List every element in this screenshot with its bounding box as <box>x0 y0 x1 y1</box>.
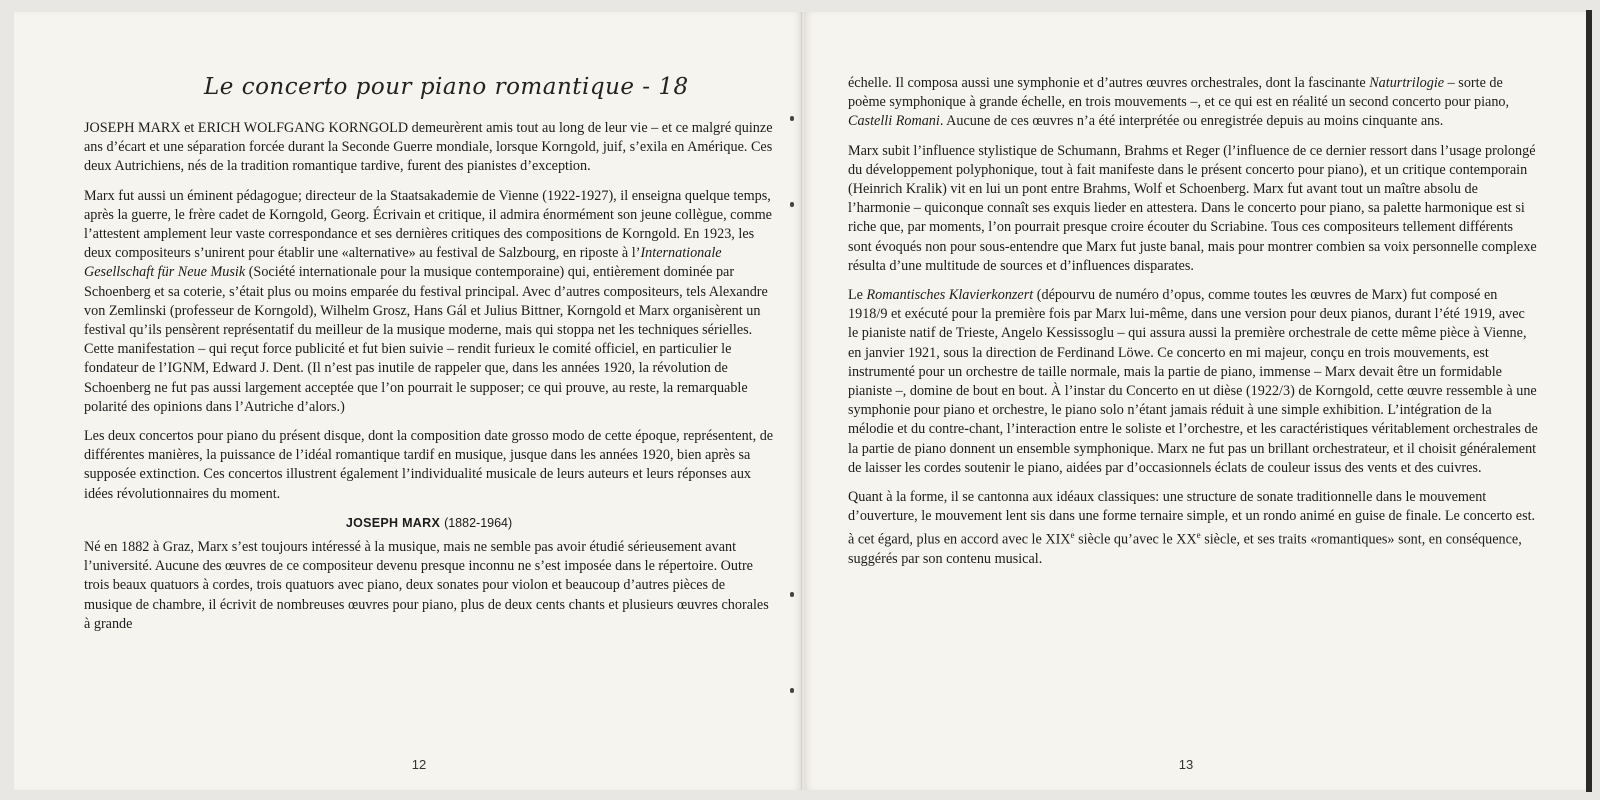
left-text-column <box>84 119 774 644</box>
section-subheading <box>84 514 774 533</box>
paragraph <box>84 119 774 177</box>
paragraph <box>848 488 1538 570</box>
right-text-column <box>848 74 1538 580</box>
left-paragraphs <box>84 119 774 504</box>
paragraph <box>84 187 774 417</box>
page-edge <box>1586 10 1592 792</box>
italic-title-text: Internationale Gesellschaft für Neue Musik <box>84 245 722 281</box>
paragraph-text: échelle. Il composa aussi une symphonie et d’autres œuvres orchestrales, dont la fascinante <box>848 75 1370 91</box>
paragraph-text: e <box>1070 530 1075 541</box>
paragraph <box>84 538 774 634</box>
paragraph-text: siècle, et ses traits «romantiques» sont, en conséquence, suggérés par son contenu musical. <box>848 532 1522 568</box>
right-page <box>804 12 1586 790</box>
italic-title-text: Romantisches Klavierkonzert <box>866 287 1034 304</box>
paragraph-text: siècle qu’avec le XX <box>1074 532 1197 549</box>
paragraph-text: Les deux concertos pour piano du présent disque, dont la composition date grosso modo de cette époque, représentent, de différentes manières, la puissance de l’idéal romantique tardif en musique, jusque dans les années 1920, bien après sa supposée extinction. Ces concertos illustrent également l’individualité musicale de leurs auteurs et leurs réponses aux idées révolutionnaires du moment. <box>84 428 774 502</box>
paragraph <box>848 286 1538 478</box>
left-paragraphs-after <box>84 538 774 634</box>
italic-title-text: Castelli Romani <box>848 113 940 130</box>
paragraph-text: (Société internationale pour la musique contemporaine) qui, entièrement dominée par Schoenberg et sa coterie, s’était plus ou moins emparée du festival principal. Avec d’autres compositeurs, tels Alexandre von Zemlinski (professeur de Korngold), Wilhelm Grosz, Hans Gál et Julius Bittner, Korngold et Marx organisèrent un festival qu’ils pensèrent représentatif du meilleur de la musique moderne, mais qui stoppa net les techniques sérielles. Cette manifestation – qui reçut force publicité et fut bien suivie – rendit furieux le comité officiel, en particulier le fondateur de l’IGNM, Edward J. Dent. (Il n’est pas inutile de rappeler que, dans les années 1920, la révolution de Schoenberg ne fut pas aussi largement acceptée que l’on pourrait le supposer; ce qui prouve, au reste, la remarquable polarité des opinions dans l’Autriche d’alors.) <box>84 264 768 415</box>
left-page <box>14 12 802 790</box>
paragraph-text: Le <box>848 287 867 304</box>
right-paragraphs <box>848 74 1538 570</box>
paragraph-text: Marx fut aussi un éminent pédagogue; directeur de la Staatsakademie de Vienne (1922-1927), il enseigna quelque temps, après la guerre, le frère cadet de Korngold, Georg. Écrivain et critique, il admira énormément son jeune collègue, comme l’attestent amplement leur vaste correspondance et ses dernières critiques des compositions de Korngold. En 1923, les deux compositeurs s’unirent pour établir une «alternative» au festival de Salzbourg, en riposte à l’ <box>84 187 772 262</box>
page-number-right: 13 <box>1178 757 1194 772</box>
paragraph <box>84 427 774 504</box>
paragraph-text: Né en 1882 à Graz, Marx s’est toujours intéressé à la musique, mais ne semble pas avoir étudié sérieusement avant l’université. Aucune des œuvres de ce compositeur devenu presque inconnu ne s’est imposée dans le répertoire. Outre trois beaux quatuors à cordes, trois quatuors avec piano, deux sonates pour violon et beaucoup d’autres pièces de musique de chambre, il écrivit de nombreuses œuvres pour piano, plus de deux cents chants et plusieurs œuvres chorales à grande <box>84 539 769 632</box>
italic-title-text: Naturtrilogie <box>1369 75 1445 91</box>
binding-mark <box>790 592 794 597</box>
page-title: Le concerto pour piano romantique - 18 <box>204 74 689 100</box>
paragraph-text: – sorte de poème symphonique à grande échelle, en trois mouvements –, et ce qui est en réalité un second concerto pour piano, <box>848 75 1510 111</box>
paragraph-text: e <box>1196 530 1201 541</box>
paragraph-text: JOSEPH MARX et ERICH WOLFGANG KORNGOLD demeurèrent amis tout au long de leur vie – et ce malgré quinze ans d’écart et une séparation forcée durant la Seconde Guerre mondiale, lorsque Korngold, juif, s’exila en Amérique. Ces deux Autrichiens, nés de la tradition romantique tardive, furent des pianistes d’exception. <box>84 120 773 175</box>
binding-mark <box>790 202 794 207</box>
paragraph-text: Marx subit l’influence stylistique de Schumann, Brahms et Reger (l’influence de ce dernier ressort dans l’usage prolongé du développement polyphonique, tout à fait manifeste dans le présent concerto pour piano), et un critique contemporain (Heinrich Kralik) vit en lui un pont entre Brahms, Wolf et Schoenberg. Marx fut avant tout un maître absolu de l’harmonie – quiconque connaît ses exquis lieder en attestera. Dans le concerto pour piano, sa palette harmonique est si riche que, par moments, l’on pourrait presque croire écouter du Scriabine. Tous ces compositeurs tellement différents sont évoqués non pour sous-entendre que Marx fut juste banal, mais pour montrer combien sa voix personnelle complexe résulta d’une multitude de sources et d’influences disparates. <box>848 142 1537 274</box>
subheading-dates: (1882-1964) <box>444 515 513 530</box>
paragraph-text: (dépourvu de numéro d’opus, comme toutes les œuvres de Marx) fut composé en 1918/9 et exécuté pour la première fois par Marx lui-même, dans une version pour deux pianos, durant l’été 1919, avec le pianiste natif de Trieste, Angelo Kessissoglu – qui assura aussi la première orchestrale de cette même pièce à Vienne, en janvier 1921, sous la direction de Ferdinand Löwe. Ce concerto en mi majeur, conçu en trois mouvements, est instrumenté pour un orchestre de taille normale, mais la partie de piano, immense – Marx devait être un formidable pianiste –, domine de bout en bout. À l’instar du Concerto en ut dièse (1922/3) de Korngold, cette œuvre ressemble à une symphonie pour piano et orchestre, le piano solo n’étant jamais réduit à une simple exhibition. L’intégration de la mélodie et du contre-chant, l’interaction entre le soliste et l’orchestre, et les caractéristiques véritablement orchestrales de la partie de piano donnent un ensemble symphonique. Marx ne fut pas un brillant orchestrateur, et il choisit généralement de laisser les cordes soutenir le piano, aidées par d’occasionnels éclats de couleur issus des vents et des cuivres. <box>848 287 1538 476</box>
paragraph <box>848 74 1538 132</box>
binding-mark <box>790 116 794 121</box>
binding-mark <box>790 688 794 693</box>
page-number-left: 12 <box>411 757 427 772</box>
paragraph-text: Quant à la forme, il se cantonna aux idéaux classiques: une structure de sonate traditionnelle dans le mouvement d’ouverture, le mouvement lent sis dans une forme ternaire simple, et un rondo animé en guise de finale. Le concerto est. à cet égard, plus en accord avec le XIX <box>848 489 1536 549</box>
subheading-name: JOSEPH MARX <box>345 515 441 530</box>
paragraph <box>848 142 1538 276</box>
paragraph-text: . Aucune de ces œuvres n’a été interprétée ou enregistrée depuis au moins cinquante ans. <box>939 113 1444 130</box>
